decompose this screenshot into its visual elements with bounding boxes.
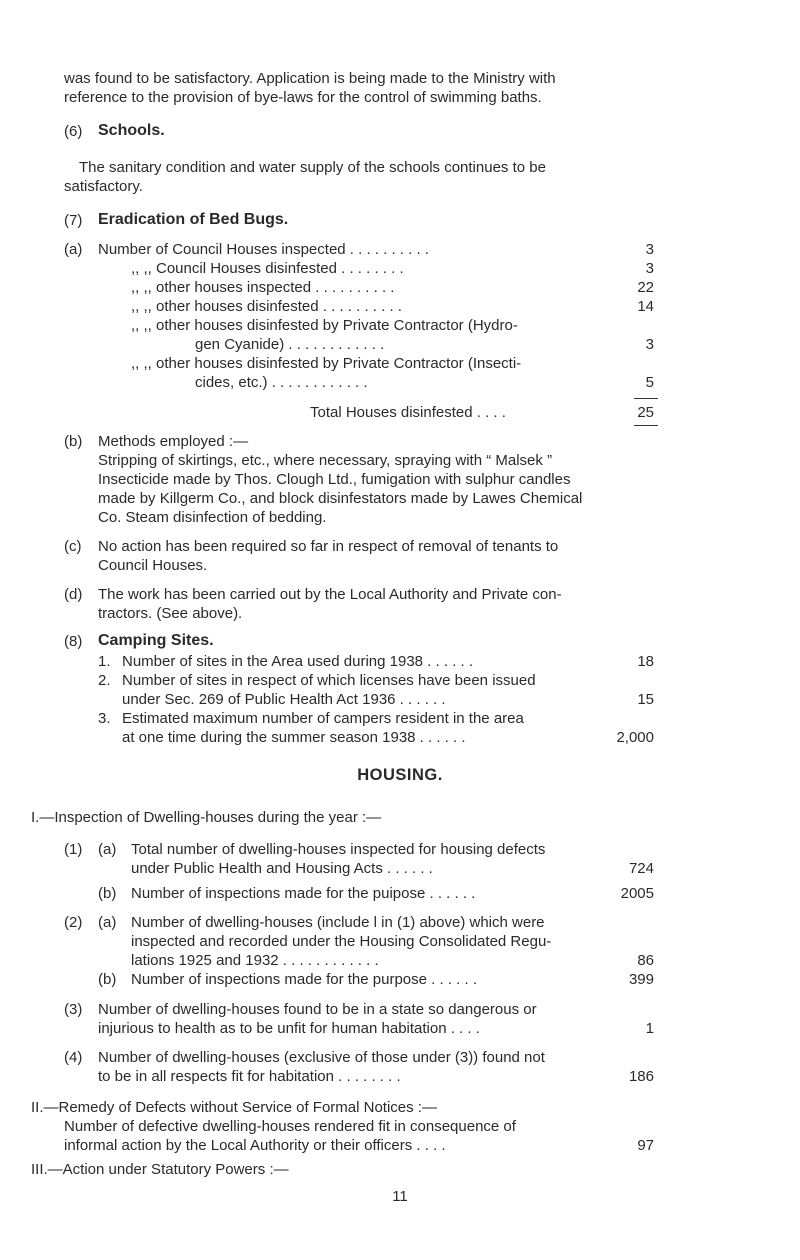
camping-item-line: Number of sites in respect of which licenses have been issued bbox=[122, 672, 536, 689]
bedbugs-row-continued: cides, etc.) . . . . . . . . . . . . bbox=[195, 374, 368, 391]
d-line: tractors. (See above). bbox=[98, 605, 243, 622]
intro-line-2: reference to the provision of bye-laws for the control of swimming baths. bbox=[64, 89, 542, 106]
item-3-number: (3) bbox=[64, 1001, 83, 1018]
bedbugs-row-value: 5 bbox=[645, 374, 654, 391]
item-2a-value: 86 bbox=[637, 952, 654, 969]
bedbugs-row: ,, ,, other houses disinfested by Private Contractor (Insecti- bbox=[131, 355, 522, 372]
item-1-number: (1) bbox=[64, 841, 83, 858]
camping-number: (8) bbox=[64, 633, 83, 650]
schools-line-1: The sanitary condition and water supply of the schools continues to be bbox=[79, 159, 546, 176]
housing-section-2-title: II.—Remedy of Defects without Service of Formal Notices :— bbox=[31, 1099, 437, 1116]
c-line: No action has been required so far in respect of removal of tenants to bbox=[98, 538, 559, 555]
bedbugs-row-value: 14 bbox=[637, 298, 654, 315]
item-4-line: Number of dwelling-houses (exclusive of those under (3)) found not bbox=[98, 1049, 545, 1066]
camping-item-number: 3. bbox=[98, 710, 111, 727]
item-3-value: 1 bbox=[645, 1020, 654, 1037]
methods-line: Stripping of skirtings, etc., where necessary, spraying with “ Malsek ” bbox=[98, 452, 553, 469]
bedbugs-row: ,, ,, other houses disinfested . . . . . . . . . . bbox=[131, 298, 402, 315]
camping-item-number: 1. bbox=[98, 653, 111, 670]
item-2a-line: Number of dwelling-houses (include l in (1) above) which were bbox=[131, 914, 545, 931]
c-line: Council Houses. bbox=[98, 557, 208, 574]
bedbugs-row-value: 3 bbox=[645, 241, 654, 258]
bedbugs-row: Number of Council Houses inspected . . . . . . . . . . bbox=[98, 241, 429, 258]
bedbugs-b-label: (b) bbox=[64, 433, 83, 450]
total-rule-top bbox=[634, 398, 658, 399]
housing-section-3-title: III.—Action under Statutory Powers :— bbox=[31, 1161, 289, 1178]
item-4-value: 186 bbox=[628, 1068, 654, 1085]
bedbugs-row: ,, ,, other houses disinfested by Private Contractor (Hydro- bbox=[131, 317, 518, 334]
section-2-line: Number of defective dwelling-houses rendered fit in consequence of bbox=[64, 1118, 516, 1135]
item-1a-value: 724 bbox=[628, 860, 654, 877]
item-2b-value: 399 bbox=[628, 971, 654, 988]
item-3-line: injurious to health as to be unfit for human habitation . . . . bbox=[98, 1020, 480, 1037]
bedbugs-row-value: 22 bbox=[637, 279, 654, 296]
camping-item-value: 2,000 bbox=[616, 729, 654, 746]
bedbugs-a-label: (a) bbox=[64, 241, 83, 258]
camping-heading: Camping Sites. bbox=[98, 632, 214, 649]
camping-item-line: Number of sites in the Area used during 1938 . . . . . . bbox=[122, 653, 474, 670]
section-2-value: 97 bbox=[637, 1137, 654, 1154]
bedbugs-c-label: (c) bbox=[64, 538, 82, 555]
camping-item-line: at one time during the summer season 1938 . . . . . . bbox=[122, 729, 466, 746]
item-4-line: to be in all respects fit for habitation . . . . . . . . bbox=[98, 1068, 401, 1085]
housing-section-1-title: I.—Inspection of Dwelling-houses during the year :— bbox=[31, 809, 382, 826]
schools-heading: Schools. bbox=[98, 122, 165, 139]
methods-line: Insecticide made by Thos. Clough Ltd., fumigation with sulphur candles bbox=[98, 471, 571, 488]
item-2-number: (2) bbox=[64, 914, 83, 931]
bedbugs-row-continued: gen Cyanide) . . . . . . . . . . . . bbox=[195, 336, 385, 353]
bedbugs-row: ,, ,, Council Houses disinfested . . . . . . . . bbox=[131, 260, 404, 277]
intro-line-1: was found to be satisfactory. Application is being made to the Ministry with bbox=[64, 70, 556, 87]
item-2a-line: inspected and recorded under the Housing Consolidated Regu- bbox=[131, 933, 552, 950]
bedbugs-row-value: 3 bbox=[645, 336, 654, 353]
section-2-line: informal action by the Local Authority or their officers . . . . bbox=[64, 1137, 446, 1154]
camping-item-value: 15 bbox=[637, 691, 654, 708]
item-1a-label: (a) bbox=[98, 841, 117, 858]
bedbugs-row: ,, ,, other houses inspected . . . . . . . . . . bbox=[131, 279, 395, 296]
camping-item-line: under Sec. 269 of Public Health Act 1936 . . . . . . bbox=[122, 691, 446, 708]
methods-heading: Methods employed :— bbox=[98, 433, 249, 450]
item-1a-line: under Public Health and Housing Acts . . . . . . bbox=[131, 860, 433, 877]
bedbugs-row-value: 3 bbox=[645, 260, 654, 277]
item-1b-label: (b) bbox=[98, 885, 117, 902]
item-2b-label: (b) bbox=[98, 971, 117, 988]
item-2b-line: Number of inspections made for the purpose . . . . . . bbox=[131, 971, 478, 988]
d-line: The work has been carried out by the Local Authority and Private con- bbox=[98, 586, 562, 603]
bedbugs-total-label: Total Houses disinfested . . . . bbox=[310, 404, 506, 421]
housing-heading: HOUSING. bbox=[357, 766, 443, 784]
item-1a-line: Total number of dwelling-houses inspected for housing defects bbox=[131, 841, 546, 858]
bedbugs-total-value: 25 bbox=[637, 404, 654, 421]
bedbugs-heading: Eradication of Bed Bugs. bbox=[98, 211, 289, 228]
total-rule-bottom bbox=[634, 425, 658, 426]
item-1b-line: Number of inspections made for the puipose . . . . . . bbox=[131, 885, 476, 902]
schools-line-2: satisfactory. bbox=[64, 178, 143, 195]
item-1b-value: 2005 bbox=[620, 885, 654, 902]
methods-line: made by Killgerm Co., and block disinfestators made by Lawes Chemical bbox=[98, 490, 583, 507]
schools-number: (6) bbox=[64, 123, 83, 140]
camping-item-value: 18 bbox=[637, 653, 654, 670]
item-3-line: Number of dwelling-houses found to be in a state so dangerous or bbox=[98, 1001, 537, 1018]
methods-line: Co. Steam disinfection of bedding. bbox=[98, 509, 327, 526]
bedbugs-d-label: (d) bbox=[64, 586, 83, 603]
camping-item-number: 2. bbox=[98, 672, 111, 689]
camping-item-line: Estimated maximum number of campers resident in the area bbox=[122, 710, 524, 727]
bedbugs-number: (7) bbox=[64, 212, 83, 229]
item-2a-label: (a) bbox=[98, 914, 117, 931]
item-2a-line: lations 1925 and 1932 . . . . . . . . . . . . bbox=[131, 952, 379, 969]
item-4-number: (4) bbox=[64, 1049, 83, 1066]
page-number: 11 bbox=[392, 1188, 408, 1205]
